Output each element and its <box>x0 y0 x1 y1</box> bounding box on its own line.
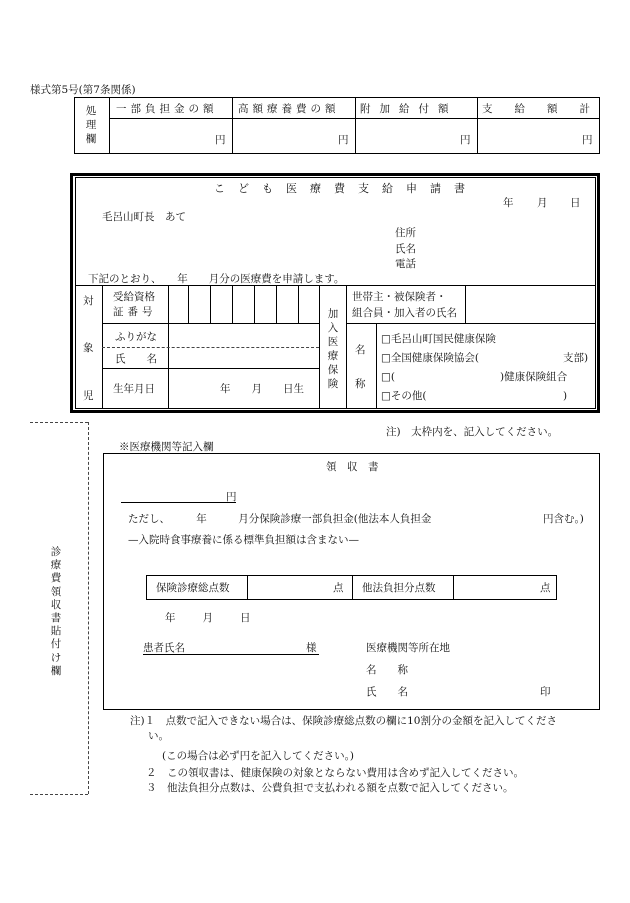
receipt-tadashi: ただし、 年 月分保険診療一部負担金(他法本人負担金 <box>128 513 432 525</box>
receipt-date: 年 月 日 <box>165 612 253 624</box>
patient-name-label: 患者氏名 <box>143 642 185 654</box>
householder-label-1: 世帯主・被保険者・ <box>352 291 447 303</box>
option-kenpo-kumiai[interactable]: □( )健康保険組合 <box>381 371 568 383</box>
yen-unit-1: 円 <box>215 134 226 146</box>
application-statement: 下記のとおり、 年 月分の医療費を申請します。 <box>88 273 345 285</box>
seal-mark: 印 <box>540 686 551 698</box>
header-additional-benefit: 附加給付額 <box>360 103 458 115</box>
note-1-sub: (この場合は必ず円を記入してください。) <box>162 750 354 762</box>
insurance-label: 加入医療保険 <box>327 308 339 390</box>
note-2: ２ この領収書は、健康保険の対象とならない費用は含めず記入してください。 <box>146 767 524 779</box>
target-char-3: 児 <box>83 390 94 402</box>
date-day: 日 <box>570 197 581 209</box>
application-title: こども医療費支給申請書 <box>214 182 478 195</box>
points-total-unit: 点 <box>333 582 344 594</box>
birthdate-label: 生年月日 <box>113 383 155 395</box>
medical-section-label: ※医療機関等記入欄 <box>119 441 214 453</box>
option-other[interactable]: □その他( ) <box>381 390 568 402</box>
eligibility-label-2: 証番号 <box>113 306 157 318</box>
header-partial-payment: 一部負担金の額 <box>116 103 218 115</box>
note-3: ３ 他法負担分点数は、公費負担で支払われる額を点数で記入してください。 <box>146 782 514 794</box>
option-machi-kokuho[interactable]: □毛呂山町国民健康保険 <box>381 333 496 345</box>
option-kyokai-kenpo[interactable]: □全国健康保険協会( 支部) <box>381 352 589 364</box>
processing-label: 処理欄 <box>85 105 97 145</box>
points-total-label: 保険診療総点数 <box>156 582 230 594</box>
householder-label-2: 組合員・加入者の氏名 <box>352 307 457 319</box>
yen-unit-4: 円 <box>582 134 593 146</box>
receipt-yen: 円 <box>226 491 237 503</box>
date-month: 月 <box>537 197 548 209</box>
target-char-2: 象 <box>83 342 94 354</box>
target-char-1: 対 <box>83 295 94 307</box>
furigana-label: ふりがな <box>115 331 157 343</box>
birthdate-value: 年 月 日生 <box>220 383 304 395</box>
receipt-exclusion: —入院時食事療養に係る標準負担額は含まない— <box>128 534 359 546</box>
receipt-yen-included: 円含む。) <box>543 513 584 525</box>
date-year: 年 <box>503 197 514 209</box>
applicant-name-label: 氏名 <box>395 243 416 255</box>
facility-name-label: 名 称 <box>366 664 408 676</box>
address-label: 住所 <box>395 227 416 239</box>
note-fill-bold-frame: 注) 太枠内を、記入してください。 <box>386 426 559 438</box>
receipt-side-label: 診療費領収書貼付け欄 <box>50 546 62 677</box>
header-total: 支給額計 <box>482 103 612 115</box>
meisho-char-2: 称 <box>355 378 366 390</box>
other-points-unit: 点 <box>540 582 551 594</box>
phone-label: 電話 <box>395 258 416 270</box>
other-points-label: 他法負担分点数 <box>362 582 436 594</box>
facility-person-label: 氏 名 <box>366 686 408 698</box>
child-name-label: 氏 名 <box>115 353 157 365</box>
yen-unit-2: 円 <box>338 134 349 146</box>
meisho-char-1: 名 <box>355 344 366 356</box>
receipt-title: 領 収 書 <box>326 461 379 473</box>
addressee: 毛呂山町長 あて <box>102 211 186 223</box>
form-number: 様式第5号(第7条関係) <box>30 84 136 96</box>
yen-unit-3: 円 <box>460 134 471 146</box>
facility-address-label: 医療機関等所在地 <box>366 642 450 654</box>
header-high-cost: 高額療養費の額 <box>238 103 340 115</box>
eligibility-label-1: 受給資格 <box>113 291 155 303</box>
note-1-cont: い。 <box>148 730 169 742</box>
patient-sama: 様 <box>306 642 317 654</box>
note-1: 注)１ 点数で記入できない場合は、保険診療総点数の欄に10割分の金額を記入してくださ <box>130 715 557 727</box>
